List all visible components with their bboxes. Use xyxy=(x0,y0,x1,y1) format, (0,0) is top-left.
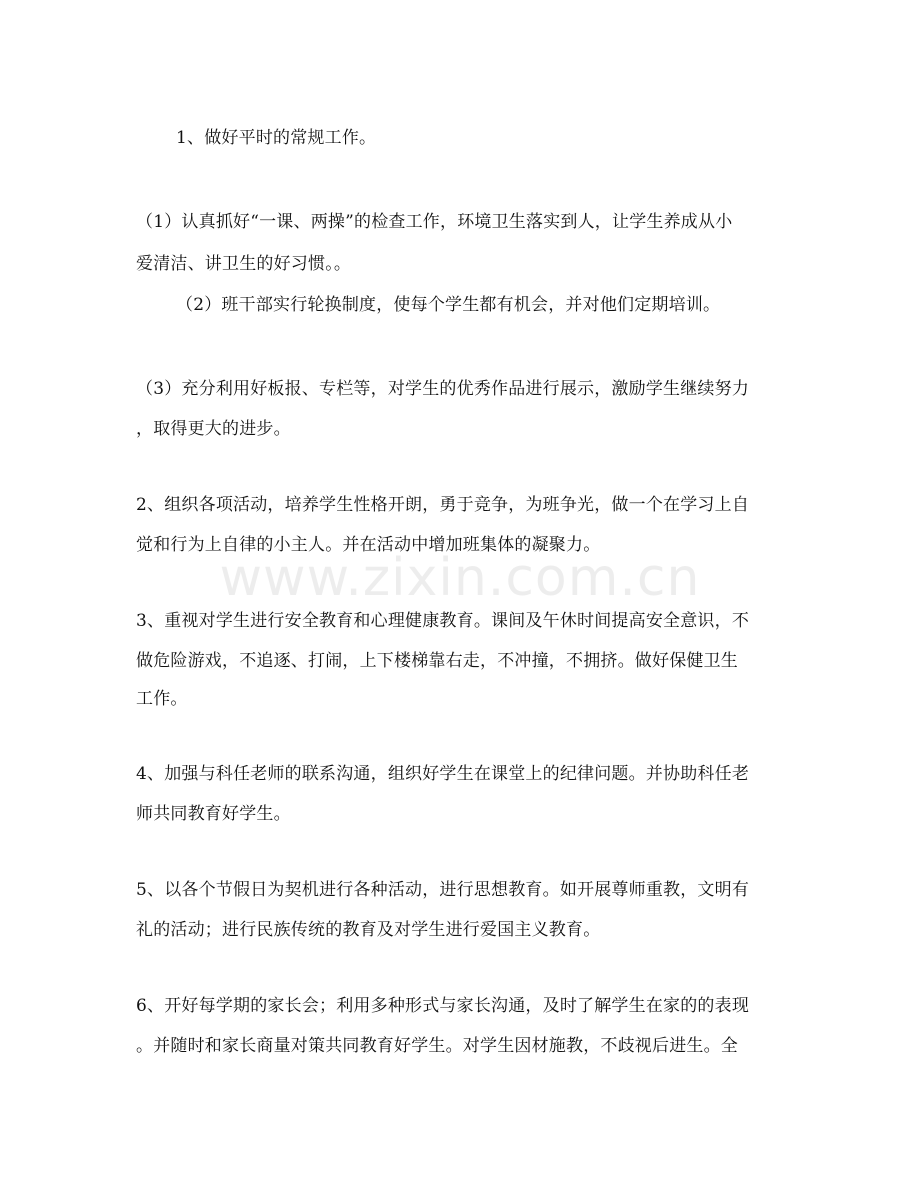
item-2-line-2: 觉和行为上自律的小主人。并在活动中增加班集体的凝聚力。 xyxy=(136,535,601,555)
item-1-sub-2: （2）班干部实行轮换制度，使每个学生都有机会，并对他们定期培训。 xyxy=(176,295,721,315)
item-3-line-2: 做危险游戏，不追逐、打闹，上下楼梯靠右走，不冲撞，不拥挤。做好保健卫生 xyxy=(136,651,738,671)
item-4-line-1: 4、加强与科任老师的联系沟通，组织好学生在课堂上的纪律问题。并协助科任老 xyxy=(136,764,750,784)
item-1-sub-1-line-1: （1）认真抓好“一课、两操”的检查工作，环境卫生落实到人，让学生养成从小 xyxy=(136,212,733,232)
item-1-sub-3-line-1: （3）充分利用好板报、专栏等，对学生的优秀作品进行展示，激励学生继续努力 xyxy=(136,379,750,399)
item-2-line-1: 2、组织各项活动，培养学生性格开朗，勇于竞争，为班争光，做一个在学习上自 xyxy=(136,495,750,515)
item-6-line-2: 。并随时和家长商量对策共同教育好学生。对学生因材施教，不歧视后进生。全 xyxy=(136,1036,738,1056)
item-1-sub-1-line-2: 爱清洁、讲卫生的好习惯。。 xyxy=(136,254,352,274)
item-5-line-1: 5、以各个节假日为契机进行各种活动，进行思想教育。如开展尊师重教，文明有 xyxy=(136,880,750,900)
item-1-heading: 1、做好平时的常规工作。 xyxy=(176,128,377,148)
item-3-line-3: 工作。 xyxy=(136,689,188,709)
item-1-sub-3-line-2: ，取得更大的进步。 xyxy=(136,419,291,439)
item-5-line-2: 礼的活动；进行民族传统的教育及对学生进行爱国主义教育。 xyxy=(136,920,601,940)
item-4-line-2: 师共同教育好学生。 xyxy=(136,804,291,824)
watermark: www.zixin.com.cn xyxy=(219,548,701,608)
item-6-line-1: 6、开好每学期的家长会；利用多种形式与家长沟通，及时了解学生在家的的表现 xyxy=(136,996,750,1016)
item-3-line-1: 3、重视对学生进行安全教育和心理健康教育。课间及午休时间提高安全意识，不 xyxy=(136,611,750,631)
